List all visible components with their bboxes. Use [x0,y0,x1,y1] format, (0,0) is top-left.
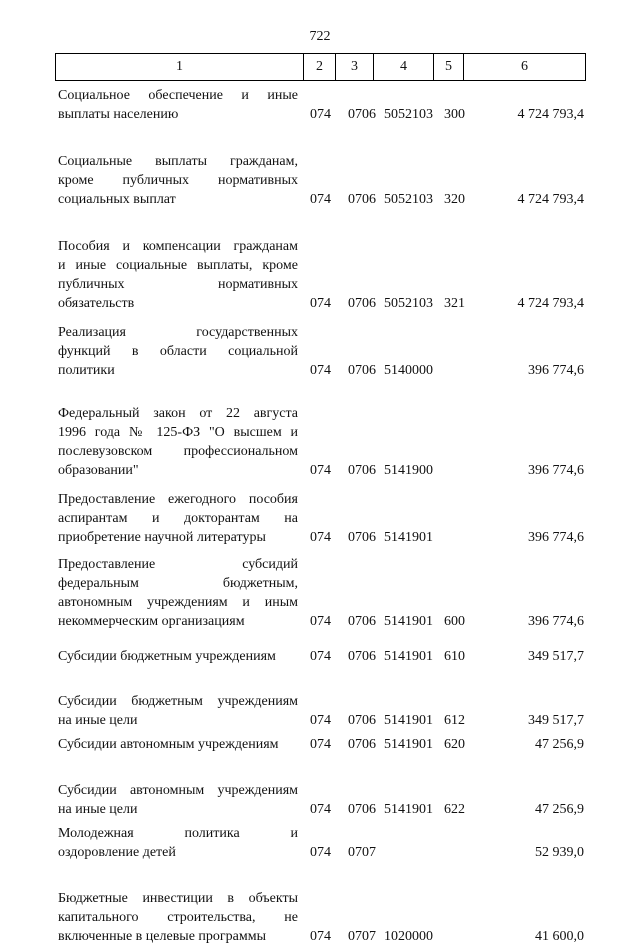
description-line: обязательств [58,296,135,311]
row-description [58,86,298,124]
column-header-3: 3 [336,54,374,81]
column-header-6: 6 [464,54,586,81]
description-line: социальных выплат [58,192,176,207]
amount: 4 724 793,4 [517,192,584,207]
row-description [58,824,298,862]
column-header-4: 4 [374,54,434,81]
admin-code: 074 [310,192,331,207]
description-line: Социальные выплаты гражданам, [58,154,298,169]
description-line: Субсидии бюджетным учреждениям [58,649,276,664]
row-description [58,490,298,547]
admin-code: 074 [310,296,331,311]
amount: 349 517,7 [528,713,584,728]
target-code: 1020000 [384,929,433,944]
row-description [58,735,298,754]
expense-type-code: 321 [444,296,465,311]
amount: 52 939,0 [535,845,584,860]
description-line: на иные цели [58,713,138,728]
description-line: послевузовском профессиональном [58,444,298,459]
target-code: 5141901 [384,713,433,728]
description-line: на иные цели [58,802,138,817]
target-code: 5140000 [384,363,433,378]
admin-code: 074 [310,737,331,752]
row-description [58,323,298,380]
admin-code: 074 [310,845,331,860]
target-code: 5141900 [384,463,433,478]
description-line: капитального строительства, не [58,910,298,925]
admin-code: 074 [310,802,331,817]
admin-code: 074 [310,463,331,478]
amount: 47 256,9 [535,802,584,817]
description-line: образовании" [58,463,139,478]
row-description [58,152,298,209]
section-code: 0706 [348,463,376,478]
amount: 396 774,6 [528,530,584,545]
description-line: аспирантам и докторантам на [58,511,298,526]
description-line: Субсидии автономным учреждениям [58,737,279,752]
amount: 396 774,6 [528,463,584,478]
description-line: Субсидии бюджетным учреждениям [58,694,298,709]
target-code: 5141901 [384,614,433,629]
description-line: включенные в целевые программы [58,929,267,944]
description-line: Предоставление субсидий [58,557,298,572]
description-line: Пособия и компенсации гражданам [58,239,298,254]
section-code: 0707 [348,929,376,944]
section-code: 0707 [348,845,376,860]
target-code: 5052103 [384,192,433,207]
amount: 4 724 793,4 [517,107,584,122]
description-line: и иные социальные выплаты, кроме [58,258,298,273]
target-code: 5141901 [384,737,433,752]
description-line: Молодежная политика и [58,826,298,841]
column-header-table [55,53,586,81]
description-line: выплаты населению [58,107,179,122]
amount: 396 774,6 [528,614,584,629]
row-description [58,692,298,730]
description-line: приобретение научной литературы [58,530,266,545]
description-line: Социальное обеспечение и иные [58,88,298,103]
section-code: 0706 [348,614,376,629]
column-header-2: 2 [304,54,336,81]
section-code: 0706 [348,296,376,311]
section-code: 0706 [348,802,376,817]
row-description [58,404,298,480]
target-code: 5141901 [384,649,433,664]
admin-code: 074 [310,363,331,378]
section-code: 0706 [348,649,376,664]
target-code: 5141901 [384,530,433,545]
expense-type-code: 300 [444,107,465,122]
description-line: 1996 года № 125-ФЗ "О высшем и [58,425,298,440]
expense-type-code: 622 [444,802,465,817]
amount: 47 256,9 [535,737,584,752]
row-description [58,555,298,631]
expense-type-code: 320 [444,192,465,207]
column-header-row [56,54,586,81]
description-line: политики [58,363,115,378]
row-description [58,647,298,666]
admin-code: 074 [310,929,331,944]
section-code: 0706 [348,530,376,545]
admin-code: 074 [310,107,331,122]
description-line: федеральным бюджетным, [58,576,298,591]
amount: 41 600,0 [535,929,584,944]
admin-code: 074 [310,713,331,728]
section-code: 0706 [348,192,376,207]
row-description [58,889,298,946]
description-line: автономным учреждениям и иным [58,595,298,610]
row-description [58,781,298,819]
description-line: некоммерческим организациям [58,614,245,629]
description-line: кроме публичных нормативных [58,173,298,188]
description-line: Предоставление ежегодного пособия [58,492,298,507]
amount: 4 724 793,4 [517,296,584,311]
section-code: 0706 [348,363,376,378]
admin-code: 074 [310,530,331,545]
admin-code: 074 [310,614,331,629]
expense-type-code: 620 [444,737,465,752]
page-number: 722 [309,29,331,44]
column-header-1: 1 [56,54,304,81]
amount: 396 774,6 [528,363,584,378]
amount: 349 517,7 [528,649,584,664]
description-line: Бюджетные инвестиции в объекты [58,891,298,906]
expense-type-code: 610 [444,649,465,664]
expense-type-code: 600 [444,614,465,629]
column-header-5: 5 [434,54,464,81]
section-code: 0706 [348,107,376,122]
description-line: функций в области социальной [58,344,298,359]
expense-type-code: 612 [444,713,465,728]
admin-code: 074 [310,649,331,664]
target-code: 5141901 [384,802,433,817]
description-line: Субсидии автономным учреждениям [58,783,298,798]
description-line: оздоровление детей [58,845,176,860]
target-code: 5052103 [384,296,433,311]
description-line: публичных нормативных [58,277,298,292]
description-line: Федеральный закон от 22 августа [58,406,298,421]
section-code: 0706 [348,737,376,752]
section-code: 0706 [348,713,376,728]
target-code: 5052103 [384,107,433,122]
row-description [58,237,298,313]
description-line: Реализация государственных [58,325,298,340]
